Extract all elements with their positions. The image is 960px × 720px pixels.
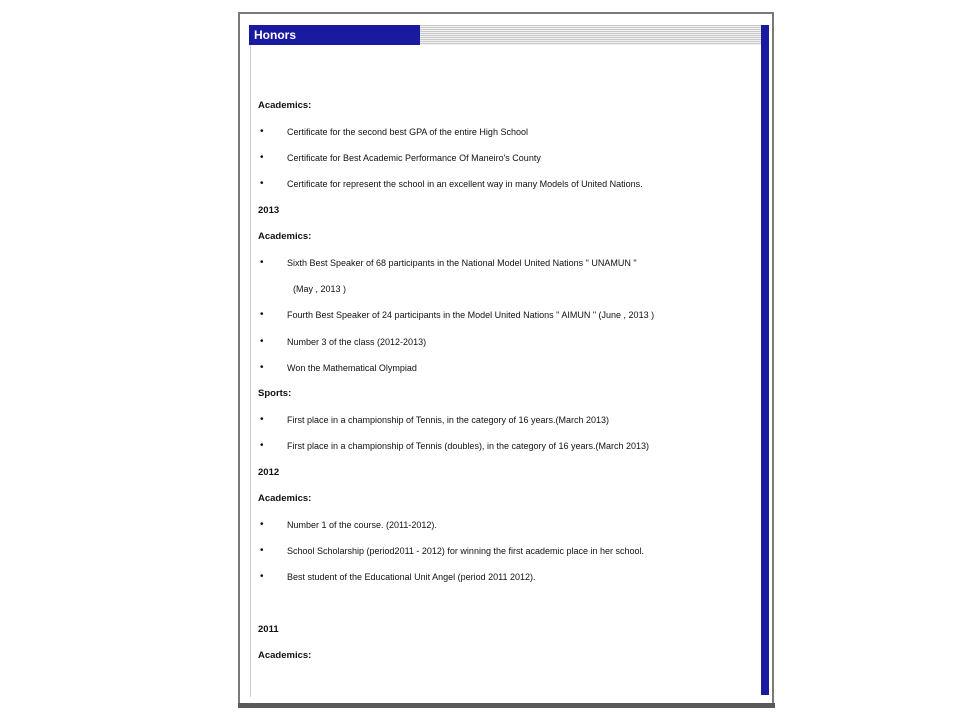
document-page — [238, 12, 774, 708]
list-item: First place in a championship of Tennis, in the category of 16 years.(March 2013) — [287, 415, 610, 425]
bullet: • — [260, 152, 264, 163]
bullet: • — [260, 440, 264, 451]
heading-academics: Academics: — [258, 650, 312, 661]
list-item: Number 1 of the course. (2011-2012). — [287, 520, 437, 530]
list-item-continuation: (May , 2013 ) — [293, 284, 347, 294]
bullet: • — [260, 309, 264, 320]
heading-year-2011: 2011 — [258, 624, 279, 635]
bullet: • — [260, 257, 264, 268]
list-item: First place in a championship of Tennis (doubles), in the category of 16 years.(March 2013) — [287, 441, 650, 451]
heading-academics: Academics: — [258, 100, 312, 111]
heading-year-2013: 2013 — [258, 205, 280, 216]
list-item: Certificate for represent the school in an excellent way in many Models of United Nations. — [287, 179, 643, 189]
list-item: Best student of the Educational Unit Angel (period 2011 2012). — [287, 572, 536, 582]
honors-content — [240, 14, 772, 706]
heading-sports: Sports: — [258, 388, 292, 399]
bullet: • — [260, 414, 264, 425]
list-item: Fourth Best Speaker of 24 participants in the Model United Nations " AIMUN " (June , 2013 ) — [287, 310, 655, 320]
bullet: • — [260, 126, 264, 137]
bullet: • — [260, 178, 264, 189]
list-item: Sixth Best Speaker of 68 participants in the National Model United Nations " UNAMUN " — [287, 258, 637, 268]
page-bottom-edge — [238, 703, 775, 708]
list-item: School Scholarship (period2011 - 2012) for winning the first academic place in her school. — [287, 546, 645, 556]
bullet: • — [260, 545, 264, 556]
bullet: • — [260, 362, 264, 373]
list-item: Won the Mathematical Olympiad — [287, 363, 417, 373]
section-title-honors: Honors — [249, 25, 420, 45]
list-item: Certificate for Best Academic Performance Of Maneiro's County — [287, 153, 541, 163]
heading-year-2012: 2012 — [258, 467, 280, 478]
bullet: • — [260, 571, 264, 582]
bullet: • — [260, 519, 264, 530]
list-item: Number 3 of the class (2012-2013) — [287, 337, 427, 347]
heading-academics: Academics: — [258, 231, 312, 242]
heading-academics: Academics: — [258, 493, 312, 504]
bullet: • — [260, 336, 264, 347]
list-item: Certificate for the second best GPA of the entire High School — [287, 127, 528, 137]
